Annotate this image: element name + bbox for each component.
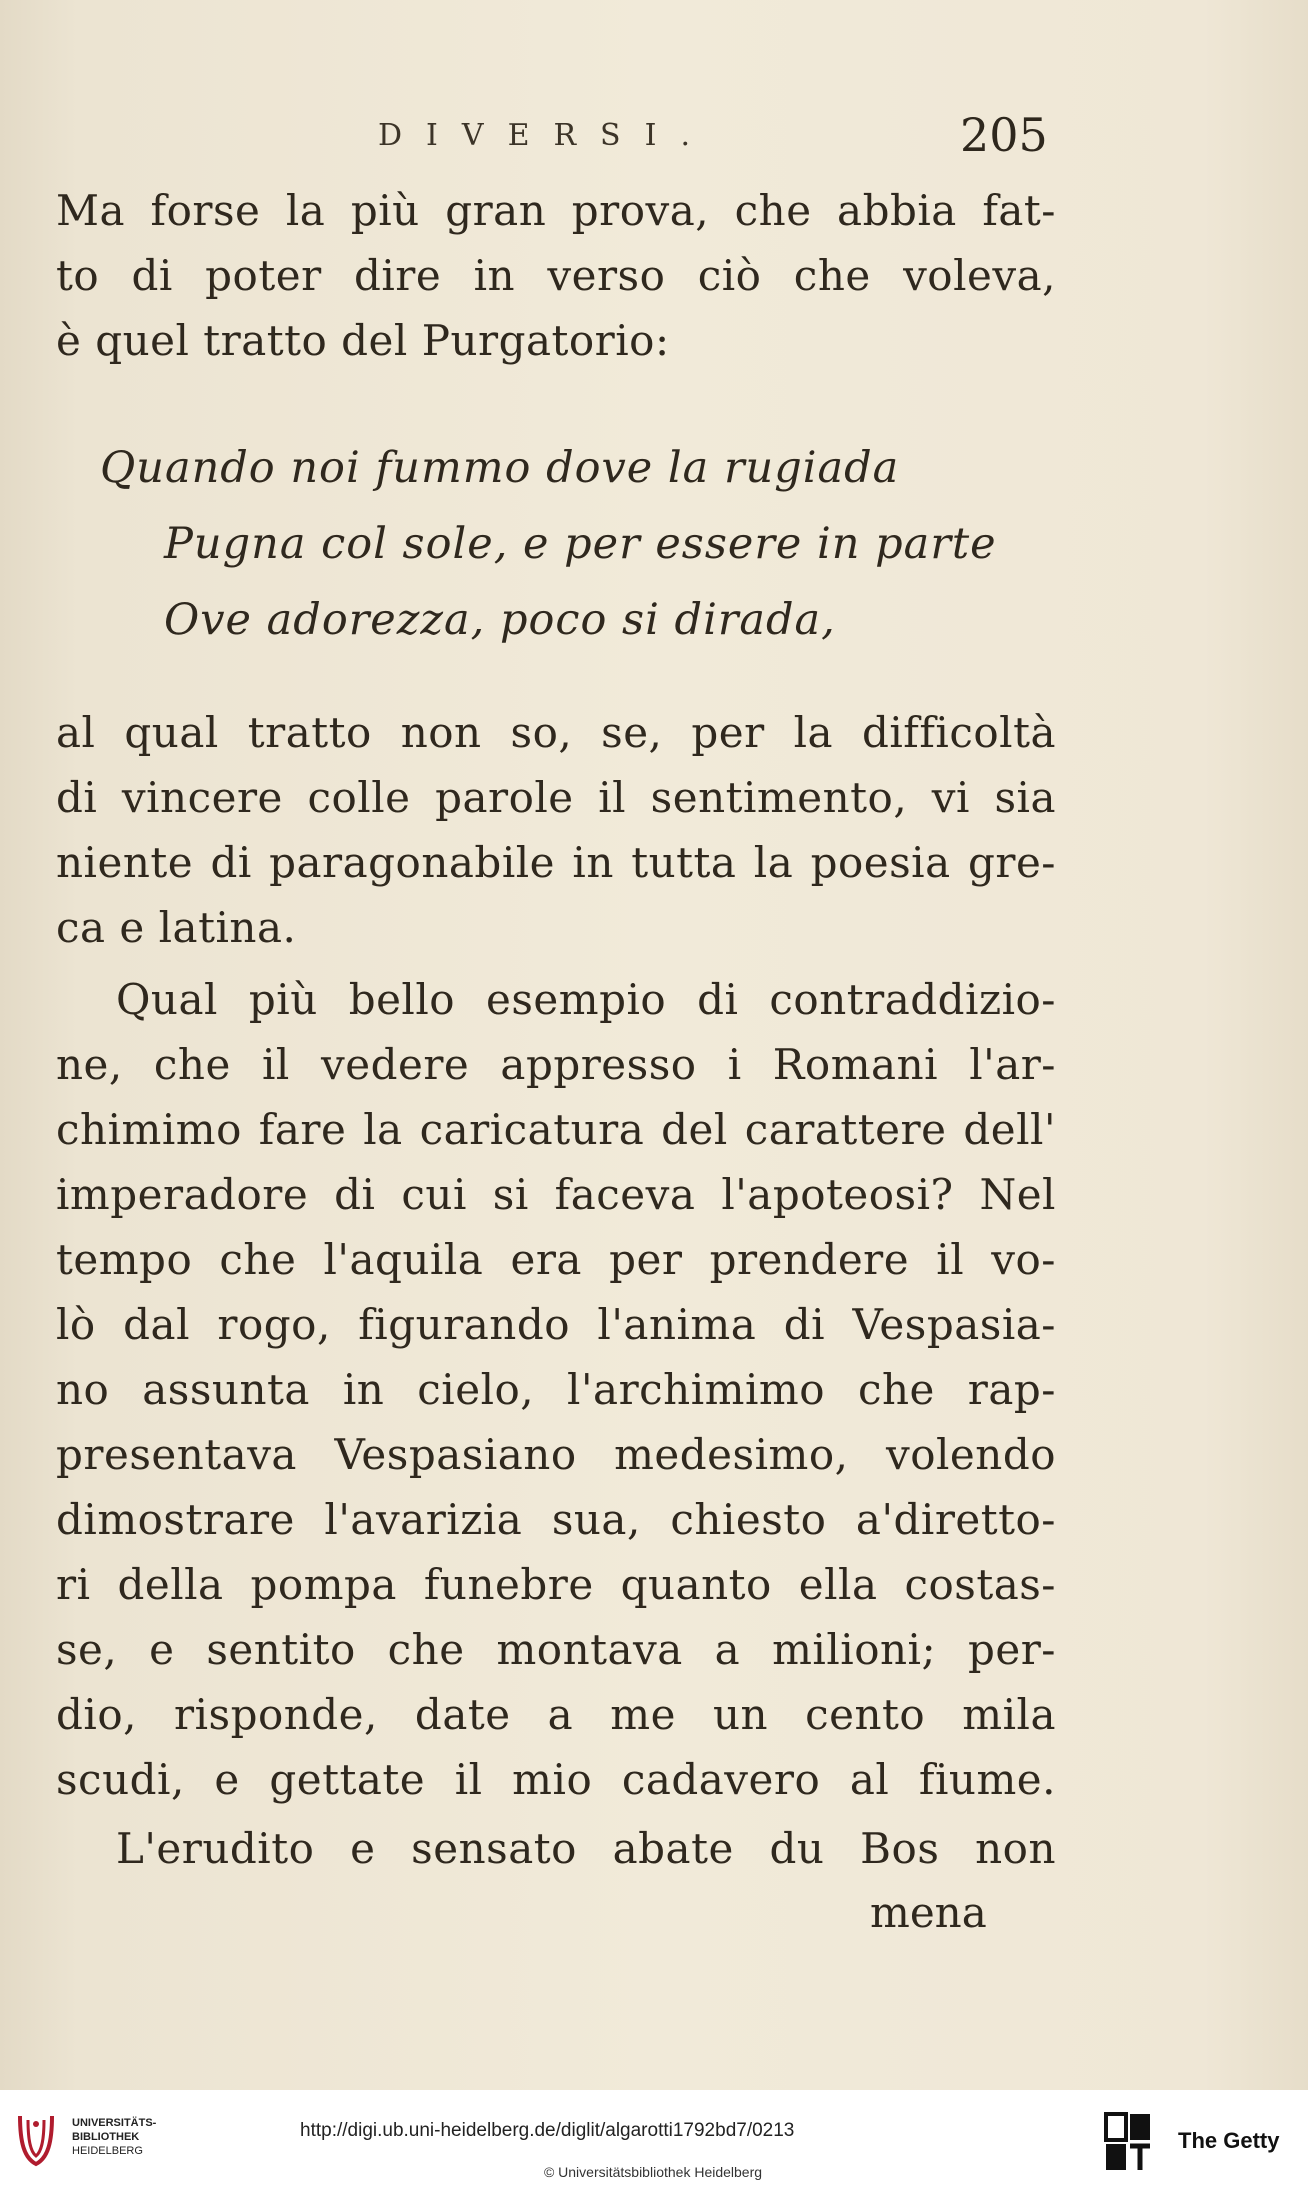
text-line: Qual più bello esempio di contraddizio-	[116, 975, 1056, 1024]
text-line: dimostrare l'avarizia sua, chiesto a'diretto-	[56, 1495, 1056, 1544]
text-line: è quel tratto del Purgatorio:	[56, 316, 670, 365]
text-line: L'erudito e sensato abate du Bos non	[116, 1824, 1056, 1873]
text-line: to di poter dire in verso ciò che voleva,	[56, 251, 1056, 300]
text-line: no assunta in cielo, l'archimimo che rap-	[56, 1365, 1056, 1414]
library-name-line: UNIVERSITÄTS-	[72, 2117, 157, 2129]
running-title: DIVERSI.	[378, 118, 714, 153]
text-line: niente di paragonabile in tutta la poesia gre-	[56, 838, 1056, 887]
verse-line: Pugna col sole, e per essere in parte	[164, 519, 997, 569]
text-line: scudi, e gettate il mio cadavero al fiume.	[56, 1755, 1056, 1804]
text-line: tempo che l'aquila era per prendere il vo-	[56, 1235, 1056, 1284]
text-line: al qual tratto non so, se, per la difficoltà	[56, 708, 1056, 757]
university-library-logo-icon	[14, 2112, 58, 2168]
library-name-line: BIBLIOTHEK	[72, 2131, 140, 2143]
page-number: 205	[960, 108, 1048, 162]
library-name	[72, 2116, 156, 2158]
paragraph-1	[56, 178, 1056, 373]
text-line: chimimo fare la caricatura del carattere dell'	[56, 1105, 1056, 1154]
text-line: Ma forse la più gran prova, che abbia fat-	[56, 186, 1056, 235]
text-line: presentava Vespasiano medesimo, volendo	[56, 1430, 1056, 1479]
text-line: ca e latina.	[56, 903, 297, 952]
paragraph-4	[56, 1816, 1056, 1881]
verse-quotation	[100, 430, 1100, 658]
text-line: imperadore di cui si faceva l'apoteosi? Nel	[56, 1170, 1056, 1219]
copyright-notice: © Universitätsbibliothek Heidelberg	[543, 2164, 763, 2180]
text-line: di vincere colle parole il sentimento, vi sia	[56, 773, 1056, 822]
verse-line: Quando noi fummo dove la rugiada	[100, 443, 900, 493]
verse-line: Ove adorezza, poco si dirada,	[164, 595, 836, 645]
text-line: lò dal rogo, figurando l'anima di Vespasia-	[56, 1300, 1056, 1349]
getty-logo-icon	[1104, 2112, 1152, 2174]
library-name-line: HEIDELBERG	[72, 2145, 143, 2157]
text-line: ne, che il vedere appresso i Romani l'ar-	[56, 1040, 1056, 1089]
catchword: mena	[870, 1888, 987, 1937]
text-line: se, e sentito che montava a milioni; per-	[56, 1625, 1056, 1674]
running-header	[0, 108, 1308, 178]
permalink-url[interactable]: http://digi.ub.uni-heidelberg.de/diglit/algarotti1792bd7/0213	[300, 2120, 795, 2141]
footer-bar	[0, 2090, 1308, 2200]
text-line: ri della pompa funebre quanto ella costas-	[56, 1560, 1056, 1609]
paragraph-3	[56, 967, 1056, 1812]
paragraph-2	[56, 700, 1056, 960]
text-line: dio, risponde, date a me un cento mila	[56, 1690, 1056, 1739]
getty-name: The Getty	[1178, 2128, 1280, 2153]
